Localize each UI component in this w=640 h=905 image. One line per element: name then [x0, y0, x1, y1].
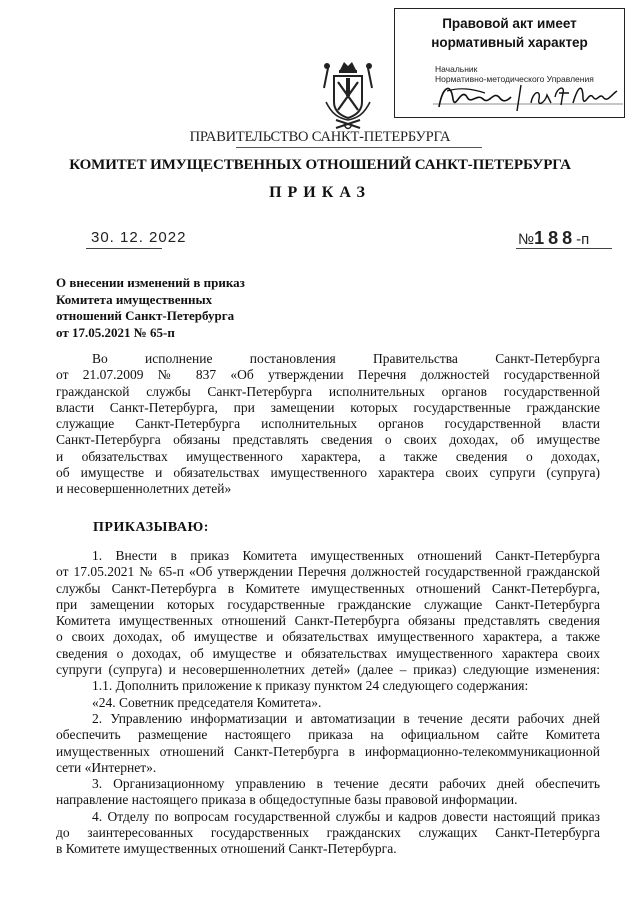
preamble-line: гражданской службы Санкт-Петербурга исполнительных органов государственной	[56, 383, 600, 399]
number-value: 188	[534, 228, 577, 248]
item-line: от 17.05.2021 № 65-п «Об утверждении Перечня должностей государственной гражданской	[56, 564, 600, 580]
government-underline	[236, 147, 482, 148]
preamble-line-last: и несовершеннолетних детей»	[56, 481, 232, 497]
item-line: 2. Управлению информатизации и автоматизации в течение десяти рабочих дней	[92, 710, 600, 726]
item-line: 1.1. Дополнить приложение к приказу пунктом 24 следующего содержания:	[92, 678, 529, 694]
number-prefix: №	[518, 231, 535, 248]
item-line: 4. Отделу по вопросам государственной службы и кадров довести настоящий приказ	[92, 808, 600, 824]
normative-stamp	[394, 8, 625, 118]
government-heading: ПРАВИТЕЛЬСТВО САНКТ-ПЕТЕРБУРГА	[189, 129, 451, 145]
coat-of-arms-icon	[320, 58, 376, 132]
number-suffix: -п	[576, 231, 590, 248]
preamble-line: служащие Санкт-Петербурга исполнительных органов государственной власти	[56, 416, 600, 432]
preamble-line: и обязательствах имущественного характера, а также сведения о доходах,	[56, 448, 600, 464]
item-line: обеспечить размещение настоящего приказа на официальном сайте Комитета	[56, 727, 600, 743]
order-word: ПРИКАЗЫВАЮ:	[93, 520, 209, 535]
date-underline	[86, 248, 162, 249]
document-type: ПРИКАЗ	[269, 184, 371, 201]
subject-line: О внесении изменений в приказ	[56, 275, 245, 290]
preamble-line: Во исполнение постановления Правительства Санкт-Петербурга	[92, 351, 600, 366]
stamp-position-line-2: Нормативно-методического Управления	[435, 74, 594, 84]
preamble-line: от 21.07.2009 № 837 «Об утверждении Перечня должностей государственной	[56, 367, 600, 383]
order-subject	[56, 275, 356, 342]
item-line: при замещении которых государственные гражданские служащие Санкт-Петербурга	[56, 596, 600, 612]
item-line: 1. Внести в приказ Комитета имущественных отношений Санкт-Петербурга	[92, 548, 600, 563]
preamble	[56, 351, 600, 498]
preamble-line: Санкт-Петербурга обязаны представлять сведения о своих доходах, об имуществе	[56, 432, 600, 448]
stamp-position-line-1: Начальник	[435, 64, 478, 74]
order-number	[518, 228, 589, 249]
stamp-title-line-2: нормативный характер	[431, 35, 588, 50]
item-line: направление настоящего приказа в общедоступные базы правовой информации.	[56, 792, 518, 808]
stamp-title-line-1: Правовой акт имеет	[442, 16, 577, 31]
committee-heading: КОМИТЕТ ИМУЩЕСТВЕННЫХ ОТНОШЕНИЙ САНКТ-ПЕТЕРБУРГА	[69, 157, 571, 173]
handwritten-signature	[433, 77, 623, 115]
subject-line: Комитета имущественных	[56, 291, 213, 307]
item-line: о своих доходах, об имуществе и обязательствах имущественного характера, а также	[56, 629, 600, 645]
item-line: сети «Интернет».	[56, 759, 157, 775]
number-underline	[516, 248, 612, 249]
subject-line: отношений Санкт-Петербурга	[56, 308, 235, 324]
item-line: супруги (супруга) и несовершеннолетних детей» (далее – приказ) следующие изменения:	[56, 662, 600, 678]
preamble-line: власти Санкт-Петербурга, при замещении которых государственные гражданские	[56, 399, 600, 415]
item-line: «24. Советник председателя Комитета».	[92, 694, 322, 710]
item-line: до заинтересованных государственных гражданских служащих Санкт-Петербурга	[56, 825, 600, 841]
item-line: службы Санкт-Петербурга в Комитете имущественных отношений Санкт-Петербурга,	[56, 580, 600, 596]
item-line: Комитета имущественных отношений Санкт-Петербурга обязаны представлять сведения	[56, 613, 600, 629]
order-date: 30. 12. 2022	[91, 229, 187, 246]
item-line: сведения о доходах, об имуществе и обязательствах имущественного характера своих	[56, 645, 600, 661]
stamp-title	[395, 14, 624, 52]
item-line: 3. Организационному управлению в течение десяти рабочих дней обеспечить	[92, 776, 600, 792]
order-items	[56, 548, 600, 858]
subject-line: от 17.05.2021 № 65-п	[56, 325, 175, 341]
preamble-line: об имуществе и обязательствах имущественного характера своих супруги (супруга)	[56, 465, 600, 481]
item-line: имущественных отношений Санкт-Петербурга в информационно-телекоммуникационной	[56, 743, 600, 759]
item-line: в Комитете имущественных отношений Санкт-Петербурга.	[56, 841, 397, 857]
